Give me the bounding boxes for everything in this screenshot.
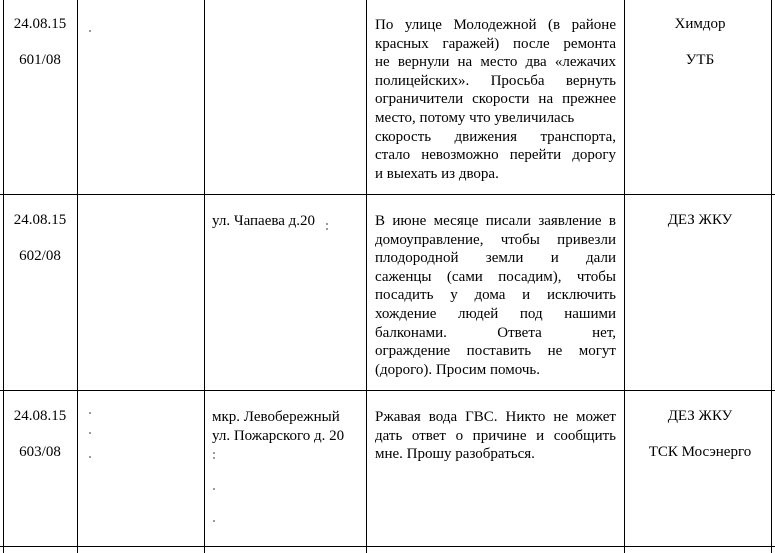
row-date: 24.08.15 (13, 16, 67, 32)
request-line: место, потому что увеличилась (375, 109, 575, 126)
row-divider (0, 194, 775, 195)
responsible-org: ДЕЗ ЖКУ (667, 212, 733, 228)
scan-speck (213, 520, 215, 522)
table-border-left (3, 0, 4, 553)
scan-speck (89, 432, 91, 434)
request-line: плодородной земли и дали (375, 250, 616, 267)
request-line: (дорого). Просим помочь. (375, 361, 541, 378)
row-number: 601/08 (19, 52, 61, 68)
column-divider (204, 0, 205, 553)
address-line: мкр. Левобережный (212, 409, 340, 425)
responsible-org: ТСК Мосэнерго (648, 444, 752, 460)
request-text (375, 16, 616, 183)
scan-speck (213, 488, 215, 490)
request-line: ограничители скорости на прежнее (375, 91, 616, 108)
request-line: Ржавая вода ГВС. Никто не может (375, 409, 616, 425)
request-line: мне. Прошу разобраться. (375, 446, 535, 463)
row-divider (0, 546, 775, 547)
request-line: домоуправление, чтобы привезли (375, 231, 616, 248)
scan-speck (89, 30, 91, 32)
request-line: красных гаражей) после ремонта (375, 35, 616, 52)
request-line: балконами. Ответа нет, (375, 324, 616, 341)
address-line: ул. Чапаева д.20 (212, 213, 316, 229)
request-line: не вернули на место два «лежачих (375, 54, 616, 71)
address-text (212, 212, 362, 231)
request-line: хождение людей под нашими (375, 305, 616, 322)
request-text (375, 212, 616, 379)
scan-speck (213, 452, 215, 454)
request-line: скорость движения транспорта, (375, 128, 616, 145)
request-line: посадить у дома и исключить (375, 287, 616, 304)
scan-speck (89, 412, 91, 414)
column-divider (624, 0, 625, 553)
address-text (212, 408, 362, 445)
request-line: В июне месяце писали заявление в (375, 213, 616, 229)
request-text (375, 408, 616, 464)
request-line: полицейских». Просьба вернуть (375, 72, 616, 89)
request-line: и выехать из двора. (375, 165, 499, 182)
row-date: 24.08.15 (13, 408, 67, 424)
request-line: дать ответ о причине и сообщить (375, 427, 616, 444)
responsible-org: УТБ (685, 52, 715, 68)
address-line: ул. Пожарского д. 20 (212, 427, 345, 444)
request-line: ограждение поставить не могут (375, 343, 616, 360)
request-line: саженцы (сами посадим), чтобы (375, 268, 616, 285)
request-line: По улице Молодежной (в районе (375, 17, 616, 33)
responsible-org: Химдор (674, 16, 726, 32)
column-divider (366, 0, 367, 553)
scan-speck (213, 457, 215, 459)
row-divider (0, 390, 775, 391)
column-divider (77, 0, 78, 553)
scan-speck (89, 456, 91, 458)
scan-speck (326, 228, 328, 230)
request-line: стало невозможно перейти дорогу (375, 147, 616, 164)
responsible-org: ДЕЗ ЖКУ (667, 408, 733, 424)
row-number: 603/08 (19, 444, 61, 460)
table-border-right (771, 0, 772, 553)
row-date: 24.08.15 (13, 212, 67, 228)
scan-speck (326, 223, 328, 225)
row-number: 602/08 (19, 248, 61, 264)
